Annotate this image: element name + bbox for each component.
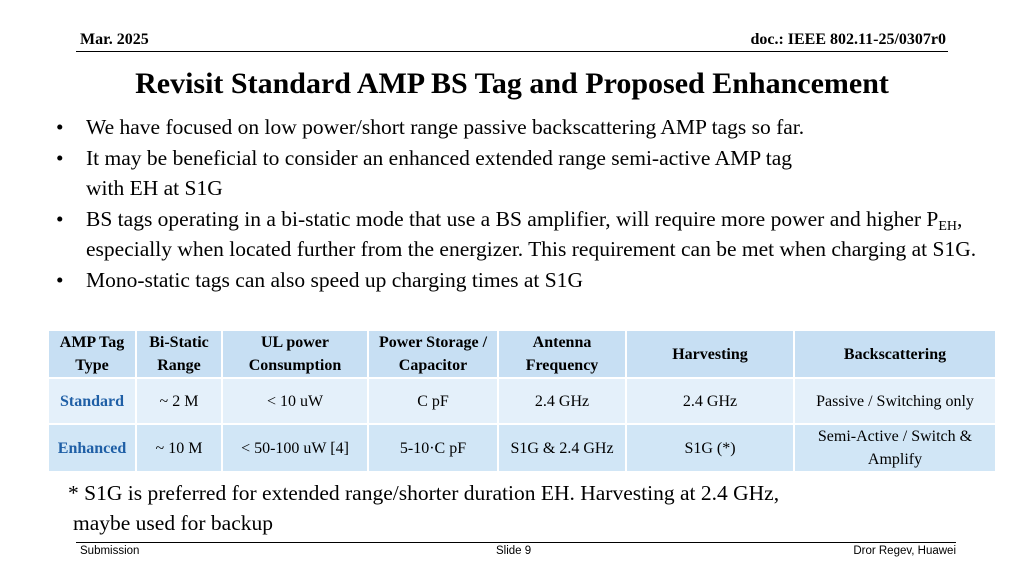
amp-tag-comparison-table [47, 329, 997, 473]
header-date: Mar. 2025 [80, 31, 149, 48]
table-cell: 5-10·C pF [368, 424, 498, 472]
table-cell: 2.4 GHz [626, 378, 794, 424]
slide-title: Revisit Standard AMP BS Tag and Proposed Enhancement [135, 67, 889, 100]
header-cell: Harvesting [626, 330, 794, 378]
footer-author: Dror Regev, Huawei [853, 545, 956, 557]
header-doc-id: doc.: IEEE 802.11-25/0307r0 [750, 31, 946, 48]
footnote-line: * S1G is preferred for extended range/shorter duration EH. Harvesting at 2.4 GHz, [68, 481, 780, 505]
table-header-row [48, 330, 996, 378]
bullet-text: We have focused on low power/short range passive backscattering AMP tags so far. [86, 115, 805, 139]
header-cell: Backscattering [794, 330, 996, 378]
bullet-item [56, 204, 986, 265]
bullet-text: , especially when located further from the energizer. This requirement can be met when charging at S1G. [86, 206, 977, 261]
footer-divider [76, 542, 956, 543]
table-cell: Passive / Switching only [794, 378, 996, 424]
bullet-item [56, 143, 986, 174]
table-cell: ~ 2 M [136, 378, 222, 424]
bullet-dot-icon: • [56, 145, 64, 170]
footer-submission: Submission [80, 545, 140, 557]
bullet-dot-icon: • [56, 267, 64, 292]
table-cell: < 10 uW [222, 378, 368, 424]
footer-slide-number: Slide 9 [496, 545, 532, 557]
bullet-text: It may be beneficial to consider an enhanced extended range semi-active AMP tag [86, 145, 793, 170]
table-cell: < 50-100 uW [4] [222, 424, 368, 472]
header-divider [76, 51, 948, 52]
header-cell: Bi-Static Range [136, 330, 222, 378]
table-cell: ~ 10 M [136, 424, 222, 472]
bullet-dot-icon: • [56, 115, 64, 139]
bullet-text: Mono-static tags can also speed up charging times at S1G [86, 267, 583, 292]
table-cell: C pF [368, 378, 498, 424]
table-cell: 2.4 GHz [498, 378, 626, 424]
table-row [48, 424, 996, 472]
header-cell: Power Storage / Capacitor [368, 330, 498, 378]
row-label-enhanced: Enhanced [48, 424, 136, 472]
table-row [48, 378, 996, 424]
footnote-line: maybe used for backup [73, 511, 273, 535]
footnote [68, 478, 779, 538]
bullet-list [56, 112, 986, 295]
bullet-text: with EH at S1G [86, 176, 223, 200]
subscript-eh: EH [938, 218, 958, 234]
bullet-continuation [56, 173, 986, 204]
bullet-text: BS tags operating in a bi-static mode that use a BS amplifier, will require more power and higher P [86, 206, 939, 231]
table-cell: S1G (*) [626, 424, 794, 472]
header-cell: AMP Tag Type [48, 330, 136, 378]
bullet-item [56, 265, 986, 296]
header-cell: Antenna Frequency [498, 330, 626, 378]
header-cell: UL power Consumption [222, 330, 368, 378]
table-cell: Semi-Active / Switch & Amplify [794, 424, 996, 472]
table-cell: S1G & 2.4 GHz [498, 424, 626, 472]
bullet-dot-icon: • [56, 206, 64, 231]
bullet-item [56, 112, 986, 143]
row-label-standard: Standard [48, 378, 136, 424]
